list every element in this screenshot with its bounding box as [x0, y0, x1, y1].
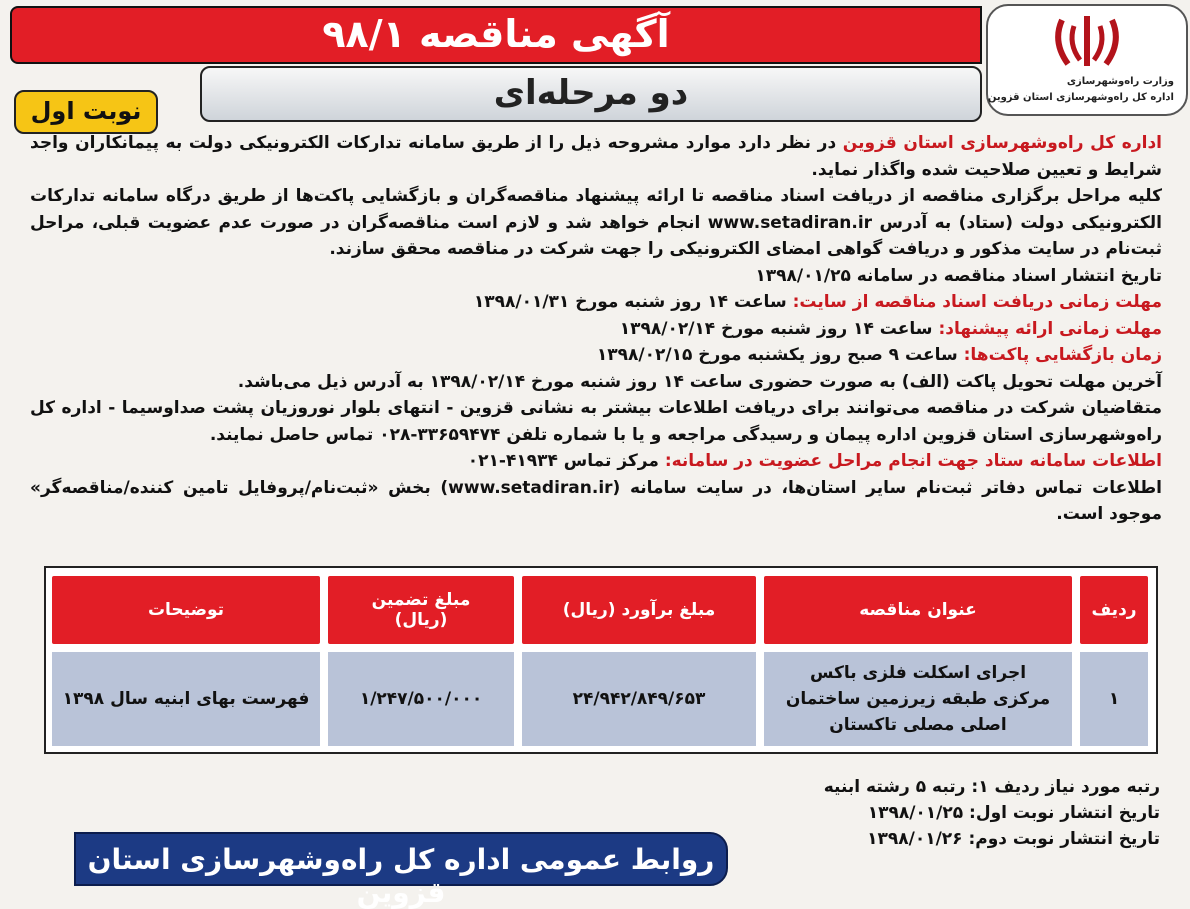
emblem-icon: [1050, 12, 1124, 72]
header-estimate: مبلغ برآورد (ریال): [522, 576, 756, 644]
setad-info-label: اطلاعات سامانه ستاد جهت انجام مراحل عضویت در سامانه:: [664, 451, 1162, 471]
notice-body: [30, 130, 1162, 528]
department-name: اداره کل راه‌وشهرسازی استان قزوین: [987, 92, 1174, 103]
cell-row-number: ۱: [1080, 652, 1148, 746]
header-tender-title: عنوان مناقصه: [764, 576, 1072, 644]
subtitle-banner: [200, 66, 982, 122]
intro-paragraph: [30, 130, 1162, 183]
organization-name: اداره کل راه‌وشهرسازی استان قزوین: [842, 133, 1162, 153]
header-row-number: ردیف: [1080, 576, 1148, 644]
round-badge: نوبت اول: [14, 90, 158, 134]
first-publication-date: تاریخ انتشار نوبت اول: ۱۳۹۸/۰۱/۲۵: [867, 803, 1160, 823]
delivery-deadline: آخرین مهلت تحویل پاکت (الف) به صورت حضوری ساعت ۱۴ روز شنبه مورخ ۱۳۹۸/۰۲/۱۴ به آدرس ذیل می‌باشد.: [237, 371, 1162, 392]
setad-info-value: مرکز تماس ۴۱۹۳۴-۰۲۱: [467, 451, 659, 471]
cell-estimate: ۲۴/۹۴۲/۸۴۹/۶۵۳: [522, 652, 756, 746]
deadline-offer-value: ساعت ۱۴ روز شنبه مورخ ۱۳۹۸/۰۲/۱۴: [619, 318, 933, 339]
header-notes: توضیحات: [52, 576, 320, 644]
deadline-offer-label: مهلت زمانی ارائه پیشنهاد:: [938, 318, 1162, 339]
applicants-info: متقاضیان شرکت در مناقصه می‌توانند برای دریافت اطلاعات بیشتر به نشانی قزوین - انتهای بلوار نوروزیان پشت صداوسیما - اداره کل راه‌وشهرسازی استان قزوین اداره پیمان و رسیدگی مراجعه و یا با شماره تلفن ۳۳۶۵۹۴۷۴-۰۲۸ تماس حاصل نمایند.: [30, 398, 1162, 445]
opening-time-label: زمان بازگشایی پاکت‌ها:: [963, 345, 1162, 365]
deadline-documents-value: ساعت ۱۴ روز شنبه مورخ ۱۳۹۸/۰۱/۳۱: [473, 292, 787, 312]
required-rank: رتبه مورد نیاز ردیف ۱: رتبه ۵ رشته ابنیه: [823, 777, 1160, 797]
public-relations-text: روابط عمومی اداره کل راه‌وشهرسازی استان قزوین: [87, 843, 715, 909]
opening-time-value: ساعت ۹ صبح روز یکشنبه مورخ ۱۳۹۸/۰۲/۱۵: [596, 345, 958, 365]
public-relations-banner: [74, 832, 728, 909]
tender-table: [44, 566, 1158, 754]
publish-date: تاریخ انتشار اسناد مناقصه در سامانه ۱۳۹۸/۰۱/۲۵: [755, 265, 1162, 286]
header-guarantee: مبلغ تضمین (ریال): [328, 576, 514, 644]
notice-title: آگهی مناقصه ۹۸/۱: [322, 12, 670, 56]
second-publication-date: تاریخ انتشار نوبت دوم: ۱۳۹۸/۰۱/۲۶: [867, 829, 1160, 849]
cell-notes: فهرست بهای ابنیه سال ۱۳۹۸: [52, 652, 320, 746]
deadline-documents-label: مهلت زمانی دریافت اسناد مناقصه از سایت:: [792, 292, 1162, 312]
deadline-offer: [30, 316, 1162, 343]
ministry-logo: [986, 4, 1188, 116]
title-banner: [10, 6, 982, 64]
footer-info: [824, 774, 1160, 852]
setad-info: [30, 448, 1162, 475]
cell-tender-title: اجرای اسکلت فلزی باکس مرکزی طبقه زیرزمین ساختمان اصلی مصلی تاکستان: [764, 652, 1072, 746]
cell-guarantee: ۱/۲۴۷/۵۰۰/۰۰۰: [328, 652, 514, 746]
offices-info: اطلاعات تماس دفاتر ثبت‌نام سایر استان‌ها، در سایت سامانه (www.setadiran.ir) بخش «ثبت‌نام/پروفایل تامین کننده/مناقصه‌گر» موجود است.: [30, 477, 1162, 524]
opening-time: [30, 342, 1162, 369]
notice-subtitle: دو مرحله‌ای: [493, 73, 689, 113]
deadline-documents: [30, 289, 1162, 316]
ministry-name: وزارت راه‌وشهرسازی: [1066, 76, 1174, 87]
procedure-paragraph: کلیه مراحل برگزاری مناقصه از دریافت اسناد مناقصه تا ارائه پیشنهاد مناقصه‌گران و بازگشایی پاکت‌ها از طریق درگاه سامانه تدارکات الکترونیکی دولت (ستاد) به آدرس www.setadiran.ir انجام خواهد شد و لازم است مناقصه‌گران در صورت عدم عضویت قبلی، مراحل ثبت‌نام در سایت مذکور و دریافت گواهی امضای الکترونیکی را جهت شرکت در مناقصه محقق سازند.: [30, 186, 1162, 259]
intro-text: در نظر دارد موارد مشروحه ذیل را از طریق سامانه تدارکات الکترونیکی دولت به پیمانکاران واجد شرایط و تعیین صلاحیت شده واگذار نماید.: [30, 133, 1162, 180]
